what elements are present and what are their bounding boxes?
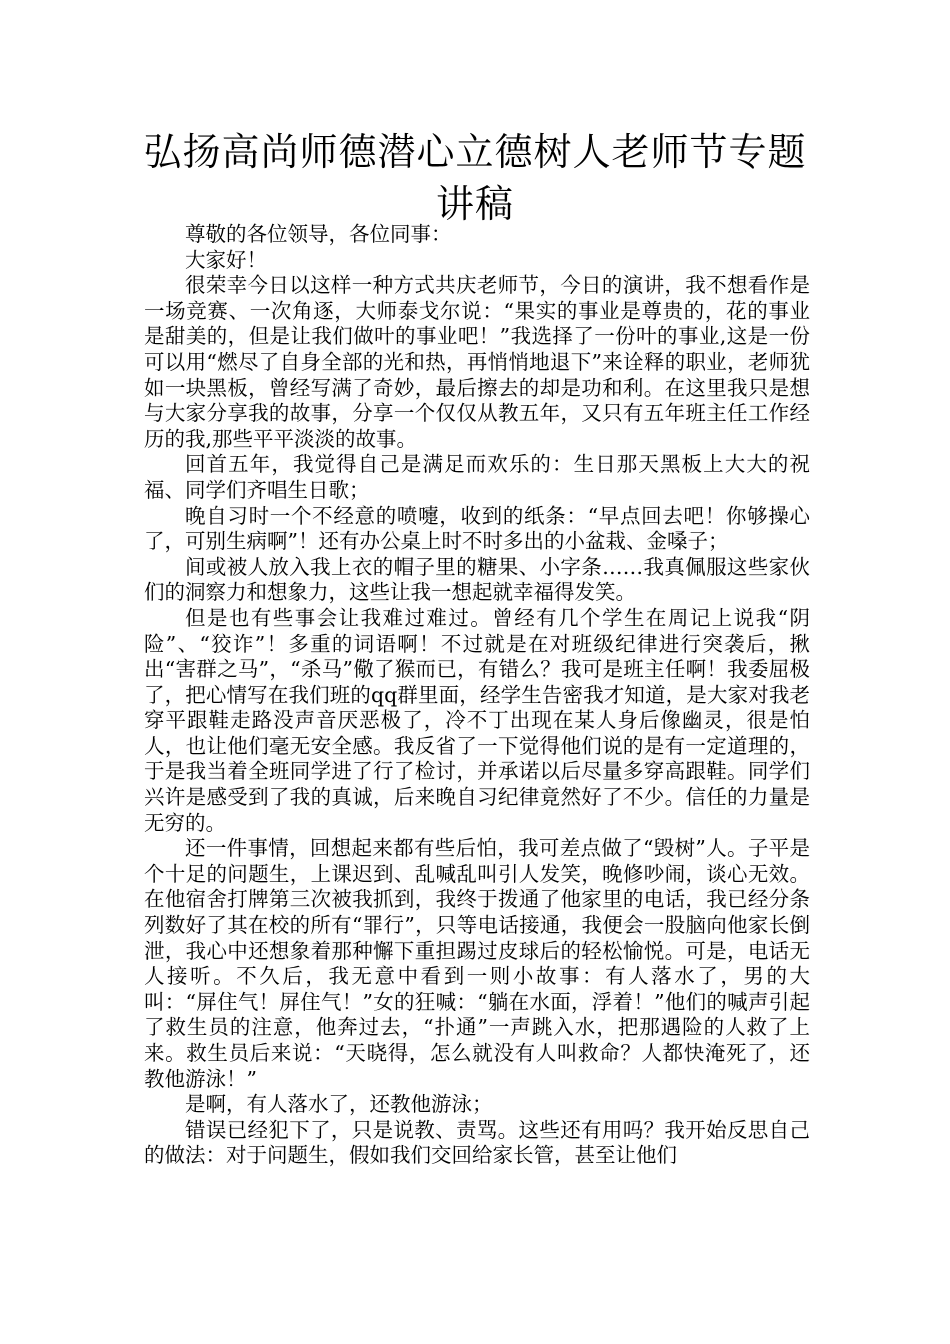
- paragraph: 很荣幸今日以这样一种方式共庆老师节，今日的演讲，我不想看作是一场竞赛、一次角逐，大师泰戈尔说：“果实的事业是尊贵的，花的事业是甜美的，但是让我们做叶的事业吧！”我选择了一份叶的事业,这是一份可以用“燃尽了自身全部的光和热，再悄悄地退下”来诠释的职业，老师犹如一块黑板，曾经写满了奇妙，最后擦去的却是功和利。在这里我只是想与大家分享我的故事，分享一个仅仅从教五年，又只有五年班主任工作经历的我,那些平平淡淡的故事。: [144, 273, 810, 451]
- paragraph: 晚自习时一个不经意的喷嚏，收到的纸条：“早点回去吧！你够操心了，可别生病啊”！还有办公桌上时不时多出的小盆栽、金嗓子；: [144, 503, 810, 554]
- paragraph: 回首五年，我觉得自己是满足而欢乐的：生日那天黑板上大大的祝福、同学们齐唱生日歌；: [144, 452, 810, 502]
- document-body: [144, 222, 810, 1169]
- paragraph: 错误已经犯下了，只是说教、责骂。这些还有用吗？我开始反思自己的做法：对于问题生，假如我们交回给家长管，甚至让他们: [144, 1117, 810, 1168]
- document-title: 弘扬高尚师德潜心立德树人老师节专题讲稿: [143, 130, 807, 226]
- paragraph-salutation: 尊敬的各位领导，各位同事：: [185, 222, 452, 246]
- paragraph: 间或被人放入我上衣的帽子里的糖果、小字条……我真佩服这些家伙们的洞察力和想象力，这些让我一想起就幸福得发笑。: [144, 554, 810, 605]
- paragraph: 但是也有些事会让我难过难过。曾经有几个学生在周记上说我“阴险”、“狡诈”！多重的词语啊！不过就是在对班级纪律进行突袭后，揪出“害群之马”，“杀马”儆了猴而已，有错么？我可是班主任啊！我委屈极了，把心情写在我们班的qq群里面，经学生告密我才知道，是大家对我老穿平跟鞋走路没声音厌恶极了，冷不丁出现在某人身后像幽灵，很是怕人，也让他们毫无安全感。我反省了一下觉得他们说的是有一定道理的，于是我当着全班同学进了行了检讨，并承诺以后尽量多穿高跟鞋。同学们兴许是感受到了我的真诚，后来晚自习纪律竟然好了不少。信任的力量是无穷的。: [144, 605, 810, 835]
- paragraph: 还一件事情，回想起来都有些后怕，我可差点做了“毁树”人。子平是个十足的问题生，上课迟到、乱喊乱叫引人发笑，晚修吵闹，谈心无效。在他宿舍打牌第三次被我抓到，我终于拨通了他家里的电话，我已经分条列数好了其在校的所有“罪行”，只等电话接通，我便会一股脑向他家长倒泄，我心中还想象着那种懈下重担踢过皮球后的轻松愉悦。可是，电话无人接听。不久后，我无意中看到一则小故事：有人落水了，男的大叫：“屏住气！屏住气！”女的狂喊：“躺在水面，浮着！”他们的喊声引起了救生员的注意，他奔过去，“扑通”一声跳入水，把那遇险的人救了上来。救生员后来说：“天晓得，怎么就没有人叫救命？人都快淹死了，还教他游泳！”: [144, 836, 810, 1091]
- paragraph-greeting: 大家好！: [185, 247, 267, 272]
- paragraph: 是啊，有人落水了，还教他游泳；: [185, 1092, 493, 1117]
